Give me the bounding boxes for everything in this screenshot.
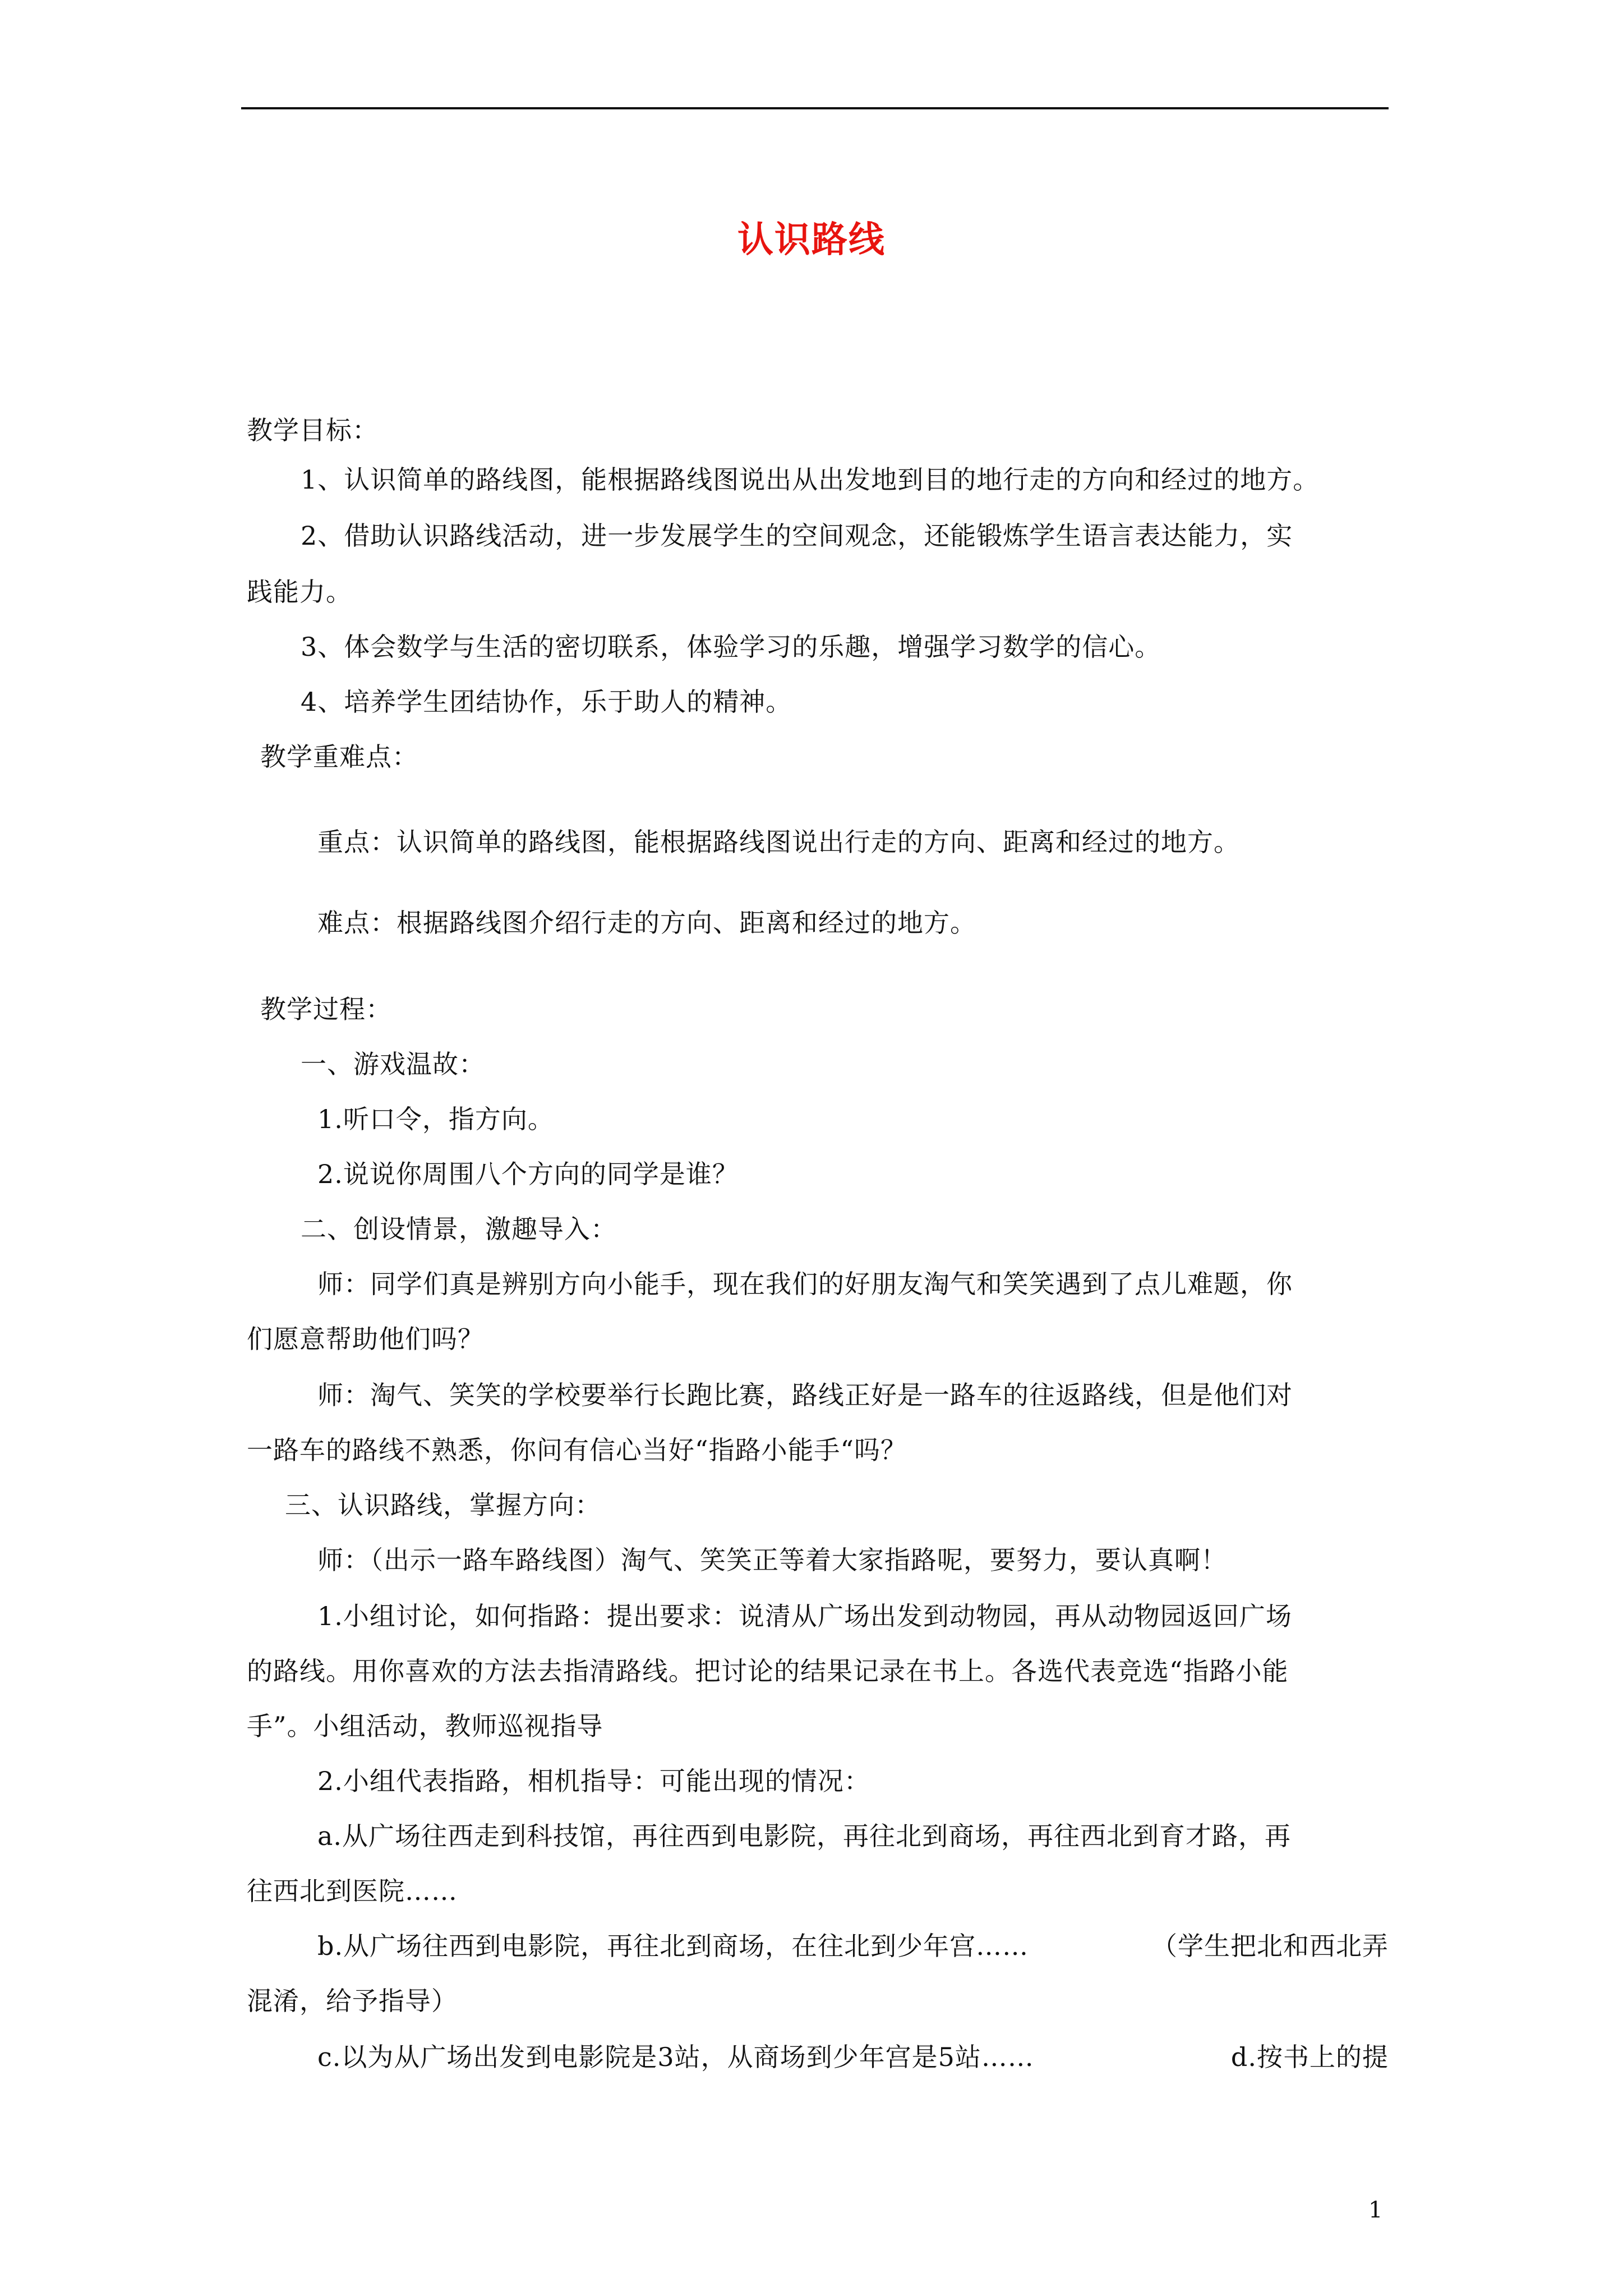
case-a-continued: 往西北到医院……: [247, 1876, 458, 1906]
document-title: 认识路线: [737, 219, 886, 261]
part-1-item-2: 2.说说你周围八个方向的同学是谁？: [317, 1159, 739, 1189]
section-heading-key-points: 教学重难点：: [260, 742, 418, 772]
case-b-continued: 混淆，给予指导）: [247, 1986, 458, 2016]
objective-4: 4、培养学生团结协作，乐于助人的精神。: [301, 687, 792, 717]
part-2-heading: 二、创设情景，激趣导入：: [301, 1214, 617, 1244]
teacher-line-2: 师：淘气、笑笑的学校要举行长跑比赛，路线正好是一路车的往返路线，但是他们对: [317, 1380, 1293, 1410]
objective-3: 3、体会数学与生活的密切联系，体验学习的乐趣，增强学习数学的信心。: [301, 632, 1161, 662]
case-a: a.从广场往西走到科技馆，再往西到电影院，再往北到商场，再往西北到育才路，再: [317, 1821, 1292, 1851]
case-d: d.按书上的提: [1230, 2042, 1389, 2072]
part-1-heading: 一、游戏温故：: [301, 1049, 485, 1079]
objective-2-continued: 践能力。: [247, 577, 352, 607]
objective-1: 1、认识简单的路线图，能根据路线图说出从出发地到目的地行走的方向和经过的地方。: [301, 464, 1320, 495]
page-number: 1: [1368, 2197, 1383, 2223]
case-b-note: （学生把北和西北弄: [1151, 1931, 1389, 1961]
teacher-line-2-continued: 一路车的路线不熟悉，你问有信心当好“指路小能手“吗？: [247, 1435, 907, 1465]
objective-2: 2、借助认识路线活动，进一步发展学生的空间观念，还能锻炼学生语言表达能力，实: [301, 521, 1293, 551]
step-1-continued-a: 的路线。用你喜欢的方法去指清路线。把讨论的结果记录在书上。各选代表竞选“指路小能: [247, 1656, 1289, 1686]
teacher-line-1: 师：同学们真是辨别方向小能手，现在我们的好朋友淘气和笑笑遇到了点儿难题，你: [317, 1269, 1293, 1299]
key-point: 重点：认识简单的路线图，能根据路线图说出行走的方向、距离和经过的地方。: [317, 827, 1240, 857]
step-1: 1.小组讨论，如何指路：提出要求：说清从广场出发到动物园，再从动物园返回广场: [317, 1601, 1292, 1631]
case-c: c.以为从广场出发到电影院是3站，从商场到少年宫是5站……: [317, 2042, 1034, 2072]
case-b: b.从广场往西到电影院，再往北到商场，在往北到少年宫……: [317, 1931, 1029, 1961]
section-heading-objectives: 教学目标：: [247, 415, 379, 445]
teacher-line-3: 师：（出示一路车路线图）淘气、笑笑正等着大家指路呢，要努力，要认真啊！: [317, 1545, 1227, 1575]
part-3-heading: 三、认识路线，掌握方向：: [285, 1490, 601, 1520]
section-heading-process: 教学过程：: [260, 994, 392, 1024]
difficult-point: 难点：根据路线图介绍行走的方向、距离和经过的地方。: [317, 908, 976, 938]
step-1-continued-b: 手”。小组活动，教师巡视指导: [247, 1711, 603, 1741]
header-rule: [241, 107, 1389, 109]
part-1-item-1: 1.听口令，指方向。: [317, 1104, 554, 1134]
teacher-line-1-continued: 们愿意帮助他们吗？: [247, 1324, 484, 1354]
step-2: 2.小组代表指路，相机指导：可能出现的情况：: [317, 1766, 870, 1796]
